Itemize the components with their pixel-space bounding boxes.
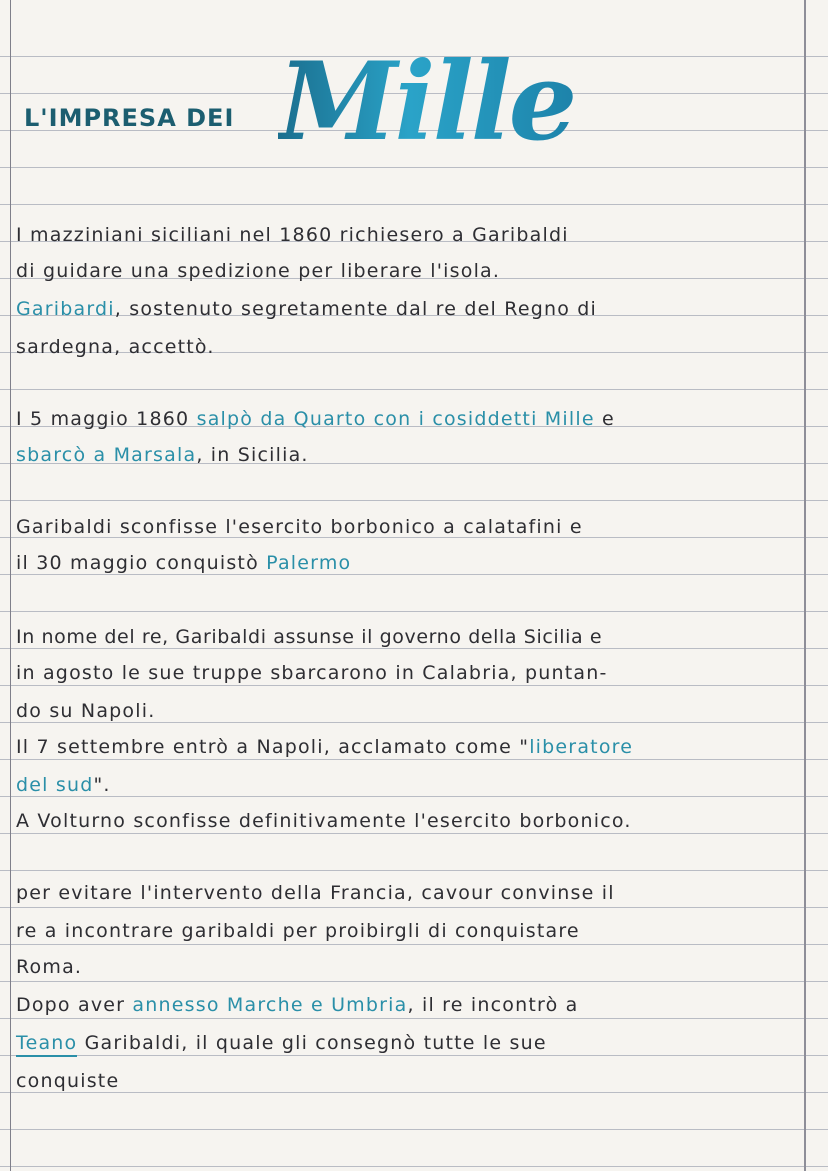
left-margin-line — [10, 0, 11, 1171]
text-line — [16, 1068, 806, 1094]
text-segment: di guidare una spedizione per liberare l'isola. — [16, 260, 501, 282]
highlighted-text: salpò da Quarto con i cosiddetti Mille — [196, 408, 595, 430]
highlighted-text: Palermo — [266, 552, 352, 574]
text-line — [16, 334, 806, 360]
text-segment: il 30 maggio conquistò — [16, 552, 267, 574]
text-segment: , in Sicilia. — [196, 444, 309, 466]
text-line — [16, 1030, 806, 1056]
text-segment: Garibaldi, il quale gli consegnò tutte le sue — [77, 1032, 547, 1054]
text-line — [16, 660, 806, 686]
text-segment: I mazziniani siciliani nel 1860 richiesero a Garibaldi — [16, 224, 569, 246]
text-segment: sardegna, accettò. — [16, 336, 215, 358]
highlighted-text: Teano — [16, 1032, 77, 1057]
text-segment: in agosto le sue truppe sbarcarono in Calabria, puntan- — [16, 662, 608, 684]
text-segment: , sostenuto segretamente dal re del Regno di — [114, 298, 598, 320]
text-segment: Garibaldi sconfisse l'esercito borbonico a calatafini e — [16, 516, 583, 538]
text-line — [16, 222, 806, 248]
highlighted-text: sbarcò a Marsala — [16, 444, 197, 466]
text-line — [16, 808, 806, 834]
title-prefix: L'IMPRESA DEI — [24, 104, 235, 132]
text-line — [16, 442, 806, 468]
text-segment: ". — [93, 774, 111, 796]
text-line — [16, 406, 806, 432]
title-main: Mille — [278, 39, 575, 165]
text-segment: In nome del re, Garibaldi assunse il governo della Sicilia e — [16, 626, 603, 648]
text-segment: re a incontrare garibaldi per proibirgli di conquistare — [16, 920, 580, 942]
text-segment: e — [594, 408, 615, 430]
highlighted-text: del sud — [16, 774, 94, 796]
text-line — [16, 258, 806, 284]
text-segment: , il re incontrò a — [407, 994, 579, 1016]
text-segment: A Volturno sconfisse definitivamente l'esercito borbonico. — [16, 810, 632, 832]
highlighted-text: annesso Marche e Umbria — [132, 994, 408, 1016]
text-segment: Il 7 settembre entrò a Napoli, acclamato come " — [16, 736, 530, 758]
text-line — [16, 624, 806, 650]
text-line — [16, 698, 806, 724]
text-line — [16, 550, 806, 576]
text-line — [16, 918, 806, 944]
text-segment: Dopo aver — [16, 994, 133, 1016]
text-line — [16, 992, 806, 1018]
text-line — [16, 954, 806, 980]
text-segment: I 5 maggio 1860 — [16, 408, 197, 430]
text-line — [16, 514, 806, 540]
text-line — [16, 296, 806, 322]
text-segment: conquiste — [16, 1070, 120, 1092]
text-line — [16, 880, 806, 906]
text-line — [16, 772, 806, 798]
highlighted-text: liberatore — [529, 736, 634, 758]
text-segment: per evitare l'intervento della Francia, cavour convinse il — [16, 882, 615, 904]
text-segment: do su Napoli. — [16, 700, 156, 722]
text-segment: Roma. — [16, 956, 83, 978]
text-line — [16, 734, 806, 760]
highlighted-text: Garibardi — [16, 298, 115, 320]
